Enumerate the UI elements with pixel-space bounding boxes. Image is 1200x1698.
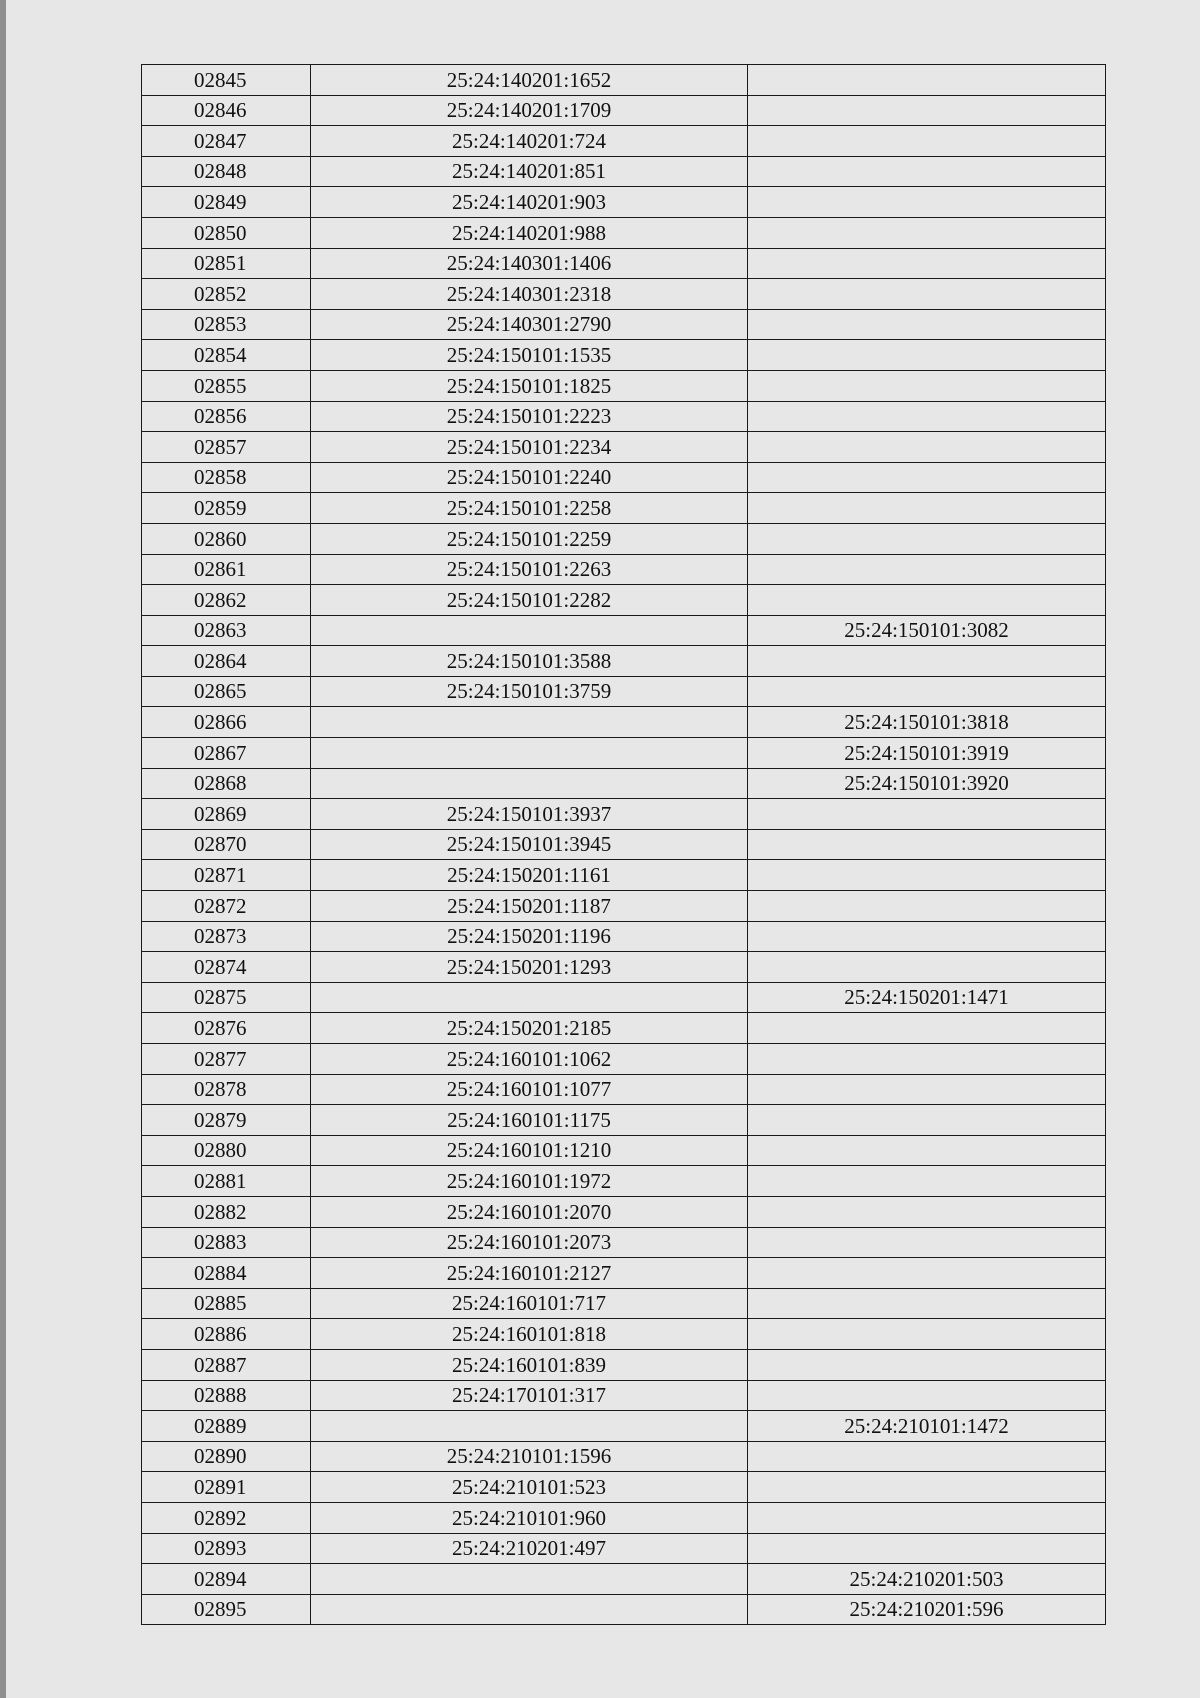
cadastral-number-cell: 25:24:150101:2234: [311, 432, 748, 463]
cadastral-number-cell: 25:24:150101:2223: [311, 401, 748, 432]
cadastral-number-alt-cell: [748, 1258, 1106, 1289]
cadastral-number-cell: 25:24:170101:317: [311, 1380, 748, 1411]
cadastral-number-alt-cell: 25:24:210101:1472: [748, 1411, 1106, 1442]
row-number-cell: 02853: [142, 309, 311, 340]
scan-edge-shadow: [0, 0, 6, 1698]
cadastral-number-alt-cell: [748, 340, 1106, 371]
row-number-cell: 02892: [142, 1502, 311, 1533]
table-row: [142, 1533, 1106, 1564]
cadastral-number-cell: 25:24:150101:1825: [311, 370, 748, 401]
table-body: [142, 65, 1106, 1625]
cadastral-number-alt-cell: [748, 1196, 1106, 1227]
row-number-cell: 02861: [142, 554, 311, 585]
row-number-cell: 02895: [142, 1594, 311, 1625]
cadastral-number-alt-cell: 25:24:210201:596: [748, 1594, 1106, 1625]
row-number-cell: 02875: [142, 982, 311, 1013]
cadastral-number-alt-cell: [748, 493, 1106, 524]
cadastral-number-cell: 25:24:160101:1077: [311, 1074, 748, 1105]
row-number-cell: 02876: [142, 1013, 311, 1044]
row-number-cell: 02846: [142, 95, 311, 126]
table-row: [142, 799, 1106, 830]
row-number-cell: 02880: [142, 1135, 311, 1166]
cadastral-number-alt-cell: [748, 1135, 1106, 1166]
table-row: [142, 432, 1106, 463]
cadastral-number-alt-cell: [748, 860, 1106, 891]
table-row: [142, 401, 1106, 432]
table-row: [142, 1288, 1106, 1319]
cadastral-number-alt-cell: [748, 248, 1106, 279]
row-number-cell: 02886: [142, 1319, 311, 1350]
table-row: [142, 707, 1106, 738]
row-number-cell: 02867: [142, 738, 311, 769]
cadastral-number-alt-cell: [748, 187, 1106, 218]
cadastral-number-cell: 25:24:160101:818: [311, 1319, 748, 1350]
cadastral-number-alt-cell: [748, 1502, 1106, 1533]
table-row: [142, 1166, 1106, 1197]
cadastral-number-cell: 25:24:140301:2318: [311, 279, 748, 310]
table-row: [142, 1135, 1106, 1166]
table-row: [142, 860, 1106, 891]
cadastral-number-cell: [311, 1594, 748, 1625]
cadastral-number-cell: [311, 738, 748, 769]
cadastral-number-alt-cell: [748, 1105, 1106, 1136]
cadastral-number-alt-cell: [748, 1472, 1106, 1503]
table-row: [142, 1564, 1106, 1595]
row-number-cell: 02872: [142, 891, 311, 922]
row-number-cell: 02893: [142, 1533, 311, 1564]
row-number-cell: 02881: [142, 1166, 311, 1197]
cadastral-number-alt-cell: [748, 279, 1106, 310]
table-row: [142, 982, 1106, 1013]
cadastral-number-alt-cell: 25:24:210201:503: [748, 1564, 1106, 1595]
cadastral-number-alt-cell: 25:24:150201:1471: [748, 982, 1106, 1013]
table-row: [142, 1074, 1106, 1105]
row-number-cell: 02877: [142, 1044, 311, 1075]
cadastral-number-alt-cell: [748, 1349, 1106, 1380]
cadastral-number-alt-cell: [748, 1533, 1106, 1564]
table-row: [142, 615, 1106, 646]
cadastral-number-alt-cell: [748, 952, 1106, 983]
row-number-cell: 02855: [142, 370, 311, 401]
row-number-cell: 02854: [142, 340, 311, 371]
cadastral-number-alt-cell: 25:24:150101:3082: [748, 615, 1106, 646]
cadastral-number-cell: 25:24:150101:2263: [311, 554, 748, 585]
row-number-cell: 02863: [142, 615, 311, 646]
cadastral-number-cell: 25:24:160101:1175: [311, 1105, 748, 1136]
row-number-cell: 02868: [142, 768, 311, 799]
cadastral-number-cell: 25:24:150101:3759: [311, 676, 748, 707]
cadastral-number-alt-cell: [748, 126, 1106, 157]
table-row: [142, 1013, 1106, 1044]
table-row: [142, 554, 1106, 585]
table-row: [142, 646, 1106, 677]
table-row: [142, 1044, 1106, 1075]
row-number-cell: 02890: [142, 1441, 311, 1472]
cadastral-number-cell: 25:24:160101:1210: [311, 1135, 748, 1166]
cadastral-number-cell: [311, 768, 748, 799]
row-number-cell: 02851: [142, 248, 311, 279]
cadastral-number-alt-cell: [748, 1013, 1106, 1044]
cadastral-number-alt-cell: [748, 1074, 1106, 1105]
cadastral-number-alt-cell: [748, 156, 1106, 187]
row-number-cell: 02882: [142, 1196, 311, 1227]
cadastral-number-cell: 25:24:160101:1972: [311, 1166, 748, 1197]
cadastral-number-cell: [311, 1411, 748, 1442]
table-row: [142, 523, 1106, 554]
cadastral-number-alt-cell: [748, 65, 1106, 96]
cadastral-number-alt-cell: [748, 1319, 1106, 1350]
cadastral-table: [141, 64, 1106, 1625]
row-number-cell: 02884: [142, 1258, 311, 1289]
table-row: [142, 921, 1106, 952]
row-number-cell: 02858: [142, 462, 311, 493]
cadastral-number-cell: 25:24:210101:523: [311, 1472, 748, 1503]
row-number-cell: 02873: [142, 921, 311, 952]
table-row: [142, 1411, 1106, 1442]
row-number-cell: 02891: [142, 1472, 311, 1503]
table-row: [142, 1472, 1106, 1503]
cadastral-number-cell: 25:24:150201:1187: [311, 891, 748, 922]
cadastral-number-alt-cell: [748, 829, 1106, 860]
table-row: [142, 829, 1106, 860]
cadastral-number-cell: 25:24:210201:497: [311, 1533, 748, 1564]
row-number-cell: 02850: [142, 217, 311, 248]
row-number-cell: 02883: [142, 1227, 311, 1258]
cadastral-number-cell: 25:24:150101:2258: [311, 493, 748, 524]
cadastral-number-alt-cell: [748, 401, 1106, 432]
cadastral-number-cell: 25:24:160101:2073: [311, 1227, 748, 1258]
row-number-cell: 02869: [142, 799, 311, 830]
table-row: [142, 493, 1106, 524]
row-number-cell: 02887: [142, 1349, 311, 1380]
cadastral-number-cell: 25:24:140301:1406: [311, 248, 748, 279]
table-row: [142, 1380, 1106, 1411]
table-row: [142, 1227, 1106, 1258]
cadastral-number-alt-cell: [748, 462, 1106, 493]
table-row: [142, 1258, 1106, 1289]
cadastral-number-cell: 25:24:140201:903: [311, 187, 748, 218]
table-row: [142, 952, 1106, 983]
cadastral-number-alt-cell: [748, 1044, 1106, 1075]
cadastral-number-alt-cell: [748, 921, 1106, 952]
cadastral-number-cell: 25:24:150201:2185: [311, 1013, 748, 1044]
row-number-cell: 02865: [142, 676, 311, 707]
table-row: [142, 279, 1106, 310]
cadastral-number-alt-cell: [748, 799, 1106, 830]
table-row: [142, 126, 1106, 157]
cadastral-number-cell: 25:24:150201:1196: [311, 921, 748, 952]
cadastral-number-cell: 25:24:150101:2259: [311, 523, 748, 554]
cadastral-number-cell: [311, 982, 748, 1013]
row-number-cell: 02849: [142, 187, 311, 218]
table-row: [142, 95, 1106, 126]
cadastral-number-alt-cell: [748, 554, 1106, 585]
cadastral-number-cell: 25:24:210101:960: [311, 1502, 748, 1533]
row-number-cell: 02856: [142, 401, 311, 432]
table-row: [142, 585, 1106, 616]
cadastral-number-cell: 25:24:210101:1596: [311, 1441, 748, 1472]
row-number-cell: 02859: [142, 493, 311, 524]
cadastral-number-cell: 25:24:160101:717: [311, 1288, 748, 1319]
table-row: [142, 1594, 1106, 1625]
cadastral-number-alt-cell: [748, 1288, 1106, 1319]
cadastral-number-alt-cell: [748, 1380, 1106, 1411]
cadastral-number-cell: 25:24:150101:3945: [311, 829, 748, 860]
table-row: [142, 1502, 1106, 1533]
cadastral-number-cell: 25:24:160101:1062: [311, 1044, 748, 1075]
cadastral-number-alt-cell: [748, 95, 1106, 126]
table-row: [142, 309, 1106, 340]
row-number-cell: 02888: [142, 1380, 311, 1411]
row-number-cell: 02862: [142, 585, 311, 616]
row-number-cell: 02870: [142, 829, 311, 860]
table-row: [142, 65, 1106, 96]
row-number-cell: 02885: [142, 1288, 311, 1319]
table-row: [142, 676, 1106, 707]
table-row: [142, 891, 1106, 922]
cadastral-number-cell: 25:24:150201:1293: [311, 952, 748, 983]
cadastral-number-alt-cell: 25:24:150101:3920: [748, 768, 1106, 799]
row-number-cell: 02878: [142, 1074, 311, 1105]
table-row: [142, 1196, 1106, 1227]
cadastral-number-cell: 25:24:150101:3588: [311, 646, 748, 677]
row-number-cell: 02847: [142, 126, 311, 157]
cadastral-number-cell: 25:24:150101:2240: [311, 462, 748, 493]
table-row: [142, 217, 1106, 248]
row-number-cell: 02874: [142, 952, 311, 983]
cadastral-number-alt-cell: [748, 676, 1106, 707]
row-number-cell: 02871: [142, 860, 311, 891]
table-row: [142, 370, 1106, 401]
cadastral-number-alt-cell: [748, 370, 1106, 401]
table-row: [142, 1349, 1106, 1380]
cadastral-number-alt-cell: [748, 523, 1106, 554]
cadastral-number-cell: 25:24:160101:2070: [311, 1196, 748, 1227]
row-number-cell: 02860: [142, 523, 311, 554]
row-number-cell: 02889: [142, 1411, 311, 1442]
cadastral-number-cell: 25:24:140201:988: [311, 217, 748, 248]
table-row: [142, 1319, 1106, 1350]
cadastral-number-cell: 25:24:140201:724: [311, 126, 748, 157]
cadastral-number-alt-cell: [748, 217, 1106, 248]
table-row: [142, 462, 1106, 493]
row-number-cell: 02879: [142, 1105, 311, 1136]
cadastral-number-cell: 25:24:140201:1652: [311, 65, 748, 96]
table-row: [142, 340, 1106, 371]
row-number-cell: 02894: [142, 1564, 311, 1595]
cadastral-number-alt-cell: [748, 1166, 1106, 1197]
cadastral-number-cell: 25:24:150101:2282: [311, 585, 748, 616]
cadastral-number-cell: 25:24:160101:2127: [311, 1258, 748, 1289]
table-row: [142, 1441, 1106, 1472]
cadastral-number-alt-cell: [748, 309, 1106, 340]
cadastral-number-cell: 25:24:140201:851: [311, 156, 748, 187]
cadastral-number-cell: 25:24:140301:2790: [311, 309, 748, 340]
row-number-cell: 02845: [142, 65, 311, 96]
table-row: [142, 768, 1106, 799]
cadastral-number-cell: [311, 615, 748, 646]
cadastral-number-alt-cell: 25:24:150101:3919: [748, 738, 1106, 769]
table-row: [142, 187, 1106, 218]
cadastral-number-alt-cell: [748, 646, 1106, 677]
cadastral-number-alt-cell: [748, 1441, 1106, 1472]
table-row: [142, 1105, 1106, 1136]
table-row: [142, 738, 1106, 769]
cadastral-number-cell: [311, 707, 748, 738]
cadastral-number-alt-cell: 25:24:150101:3818: [748, 707, 1106, 738]
cadastral-number-alt-cell: [748, 1227, 1106, 1258]
cadastral-number-cell: [311, 1564, 748, 1595]
cadastral-number-alt-cell: [748, 432, 1106, 463]
row-number-cell: 02848: [142, 156, 311, 187]
cadastral-number-cell: 25:24:150201:1161: [311, 860, 748, 891]
cadastral-number-cell: 25:24:150101:1535: [311, 340, 748, 371]
table-row: [142, 156, 1106, 187]
row-number-cell: 02857: [142, 432, 311, 463]
row-number-cell: 02852: [142, 279, 311, 310]
cadastral-number-cell: 25:24:140201:1709: [311, 95, 748, 126]
row-number-cell: 02866: [142, 707, 311, 738]
row-number-cell: 02864: [142, 646, 311, 677]
cadastral-number-alt-cell: [748, 891, 1106, 922]
cadastral-number-cell: 25:24:150101:3937: [311, 799, 748, 830]
cadastral-number-cell: 25:24:160101:839: [311, 1349, 748, 1380]
table-row: [142, 248, 1106, 279]
cadastral-number-alt-cell: [748, 585, 1106, 616]
